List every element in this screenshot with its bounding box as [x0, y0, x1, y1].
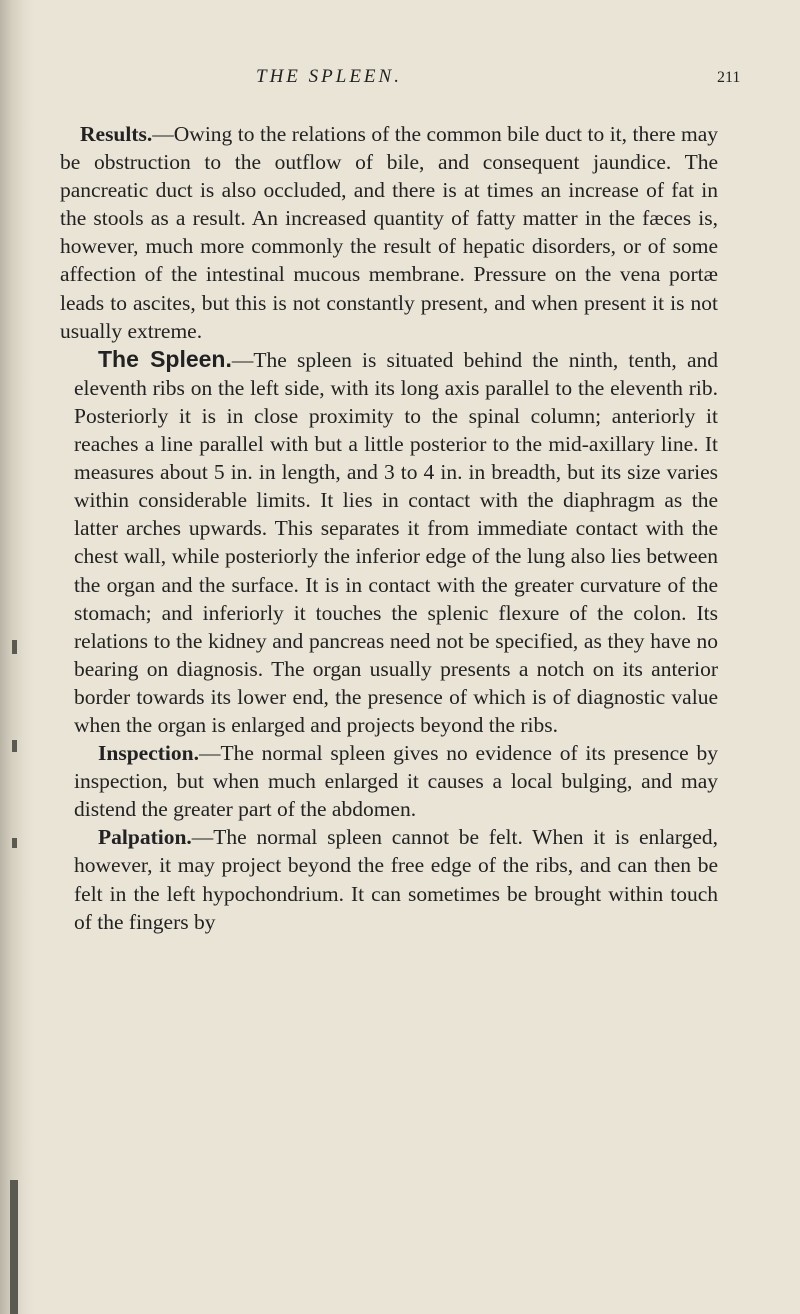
gutter-mark	[10, 1180, 18, 1314]
section-heading: The Spleen.	[98, 345, 232, 372]
paragraph-inspection	[74, 739, 718, 823]
paragraph-heading: Inspection.	[98, 741, 199, 766]
paragraph-the-spleen	[74, 345, 718, 739]
gutter-mark	[12, 740, 17, 752]
body-text	[60, 120, 718, 936]
paragraph-palpation	[74, 823, 718, 935]
running-title: THE SPLEEN.	[256, 66, 402, 87]
paragraph-results	[60, 120, 718, 345]
gutter-mark	[12, 640, 17, 654]
running-head	[0, 66, 800, 96]
paragraph-text: —The normal spleen cannot be felt. When it is enlarged, however, it may project beyond the free edge of the ribs, and can then be felt in the left hypochondrium. It can sometimes be brought within touch of the fingers by	[74, 825, 718, 934]
page-gutter-shadow	[0, 0, 34, 1314]
paragraph-heading: Palpation.	[98, 825, 192, 850]
paragraph-heading: Results.	[80, 122, 153, 146]
gutter-mark	[12, 838, 17, 848]
paragraph-text: —The normal spleen gives no evidence of its presence by inspection, but when much enlarged it causes a local bulging, and may distend the greater part of the abdomen.	[74, 741, 718, 822]
page-number: 211	[717, 69, 741, 86]
paragraph-text: —Owing to the relations of the common bile duct to it, there may be obstruction to the outflow of bile, and consequent jaundice. The pancreatic duct is also occluded, and there is at times an increase of fat in the stools as a result. An increased quantity of fatty matter in the fæces is, however, much more commonly the result of hepatic disorders, or of some affection of the intestinal mucous membrane. Pressure on the vena portæ leads to ascites, but this is not constantly present, and when present it is not usually extreme.	[60, 122, 718, 343]
paragraph-text: —The spleen is situated behind the ninth, tenth, and eleventh ribs on the left side, with its long axis parallel to the eleventh rib. Posteriorly it is in close proximity to the spinal column; anteriorly it reaches a line parallel with but a little posterior to the mid-axillary line. It measures about 5 in. in length, and 3 to 4 in. in breadth, but its size varies within considerable limits. It lies in contact with the diaphragm as the latter arches upwards. This separates it from immediate contact with the chest wall, while posteriorly the inferior edge of the lung also lies between the organ and the surface. It is in contact with the greater curvature of the stomach; and inferiorly it touches the splenic flexure of the colon. Its relations to the kidney and pancreas need not be specified, as they have no bearing on diagnosis. The organ usually presents a notch on its anterior border towards its lower end, the presence of which is of diagnostic value when the organ is enlarged and projects beyond the ribs.	[74, 347, 718, 737]
